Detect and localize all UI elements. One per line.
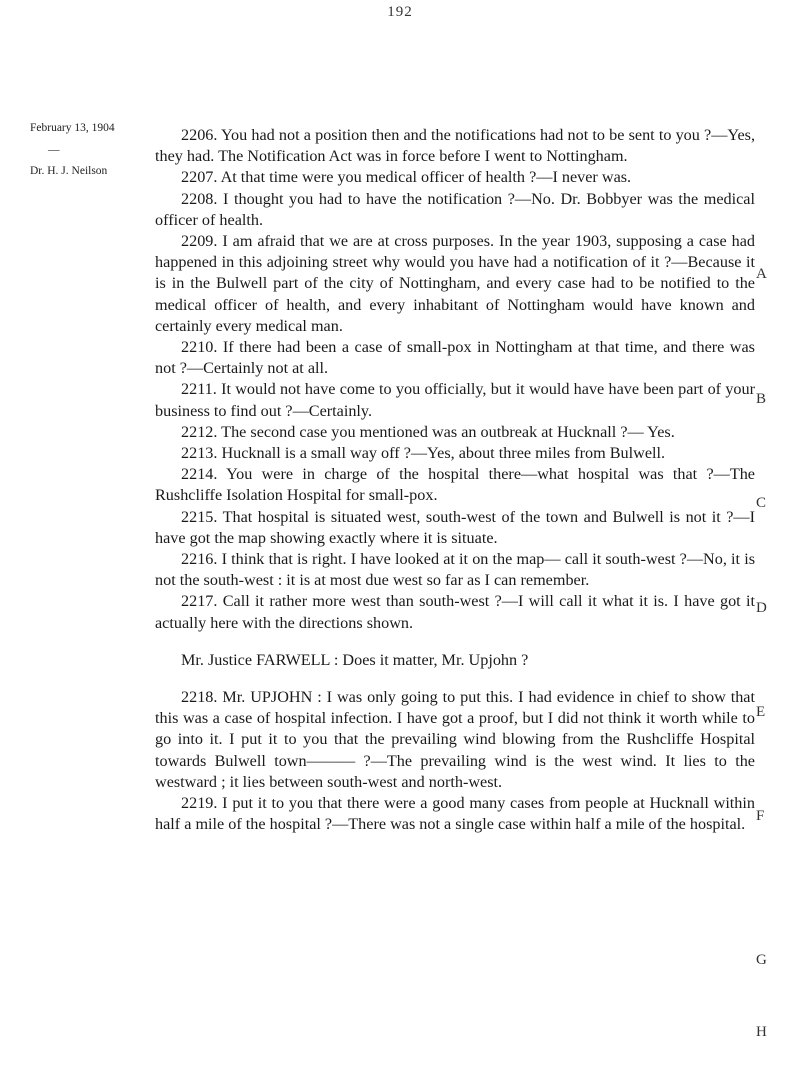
section-letter-d: D — [756, 600, 767, 616]
section-letter-e: E — [756, 704, 766, 720]
section-letter-f: F — [756, 808, 765, 824]
section-letter-a: A — [756, 266, 767, 282]
paragraph-2213: 2213. Hucknall is a small way off ?—Yes, about three miles from Bulwell. — [181, 444, 666, 463]
section-letter-h: H — [756, 1024, 767, 1040]
paragraph-2219: 2219. I put it to you that there were a good many cases from people at Hucknall within half a mile of the hospital ?—There was not a single case within half a mile of the hospital. — [155, 794, 755, 834]
paragraph-2210: 2210. If there had been a case of small-pox in Nottingham at that time, and there was not ?—Certainly not at all. — [155, 338, 755, 378]
paragraph-2214: 2214. You were in charge of the hospital there—what hospital was that ?—The Rushcliffe Isolation Hospital for small-pox. — [155, 465, 755, 505]
paragraph-2217: 2217. Call it rather more west than south-west ?—I will call it what it is. I have got it actually here with the directions shown. — [155, 592, 755, 632]
paragraph-2209: 2209. I am afraid that we are at cross purposes. In the year 1903, supposing a case had happened in this adjoining street why would you have had a notification of it ?—Because it is in the Bulwell part of the city of Nottingham, and every case had to be notified to the medical officer of health, and every inhabitant of Nottingham would have known and certainly every medical man. — [155, 232, 755, 335]
margin-date: February 13, 1904 — [30, 122, 115, 134]
section-letter-c: C — [756, 495, 767, 511]
margin-witness-name: Dr. H. J. Neilson — [30, 165, 108, 177]
paragraph-2215: 2215. That hospital is situated west, south-west of the town and Bulwell is not it ?—I have got the map showing exactly where it is situate. — [155, 507, 755, 547]
page-number: 192 — [387, 4, 413, 20]
testimony-body — [155, 125, 755, 836]
paragraph-2216: 2216. I think that is right. I have looked at it on the map— call it south-west ?—No, it is not the south-west : it is at most due west so far as I can remember. — [155, 550, 755, 590]
paragraph-2211: 2211. It would not have come to you officially, but it would have have been part of your business to find out ?—Certainly. — [155, 380, 755, 420]
paragraph-2208: 2208. I thought you had to have the notification ?—No. Dr. Bobbyer was the medical officer of health. — [155, 189, 755, 229]
paragraph-2218: 2218. Mr. UPJOHN : I was only going to put this. I had evidence in chief to show that this was a case of hospital infection. I have got a proof, but I did not think it worth while to go into it. I put it to you that the prevailing wind blowing from the Rushcliffe Hospital towards Bulwell town——— ?—The prevailing wind is the west wind. It lies to the westward ; it lies between south-west and north-west. — [155, 688, 755, 791]
paragraph-2212: 2212. The second case you mentioned was an outbreak at Hucknall ?— Yes. — [181, 422, 675, 441]
section-letter-b: B — [756, 391, 767, 407]
speaker-line: Mr. Justice FARWELL : Does it matter, Mr. Upjohn ? — [181, 650, 529, 669]
paragraph-2206: 2206. You had not a position then and the notifications had not to be sent to you ?—Yes, they had. The Notification Act was in force before I went to Nottingham. — [155, 126, 755, 166]
section-letter-g: G — [756, 952, 767, 968]
margin-dash: — — [48, 144, 60, 156]
paragraph-2207: 2207. At that time were you medical officer of health ?—I never was. — [181, 168, 632, 187]
